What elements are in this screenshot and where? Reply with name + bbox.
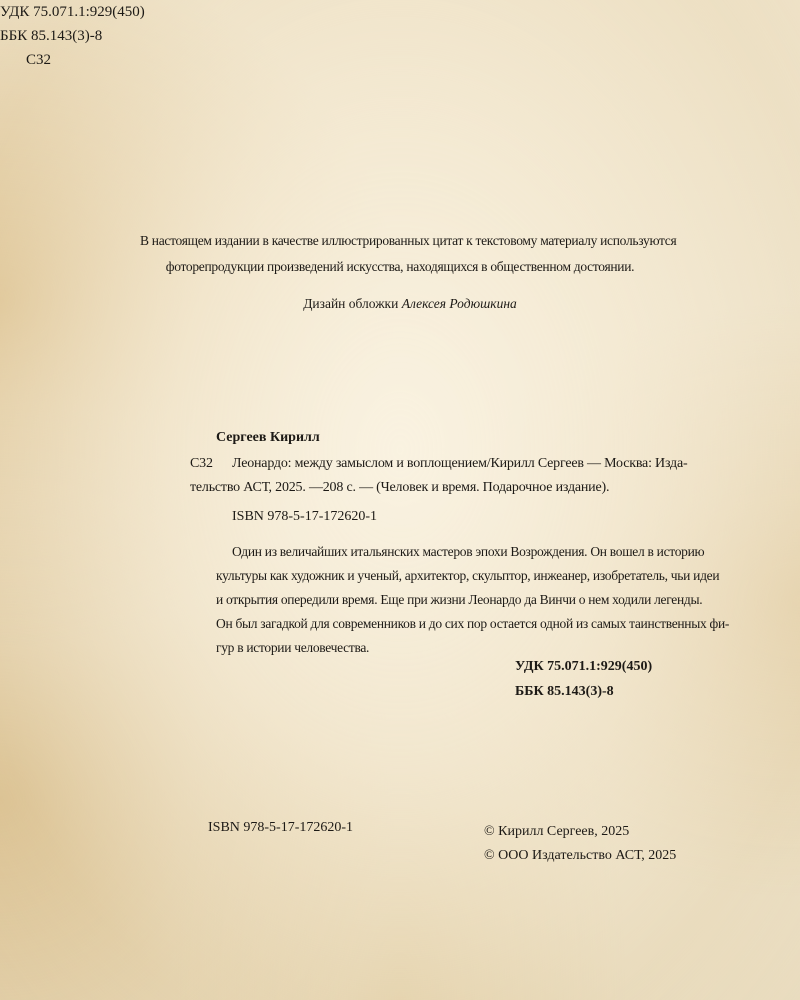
udk-code: УДК 75.071.1:929(450) <box>0 4 145 20</box>
annotation-line: гур в истории человечества. <box>216 640 370 655</box>
cover-design-credit <box>0 296 800 312</box>
annotation <box>216 540 730 660</box>
copyright-author: © Кирилл Сергеев, 2025 <box>484 824 630 839</box>
annotation-line: и открытия опередили время. Еще при жизни Леонардо да Винчи о нем ходили легенды. <box>216 592 703 607</box>
classification-codes-top <box>0 0 800 72</box>
notice-line-2: фоторепродукции произведений искусства, находящихся в общественном достоянии. <box>165 259 635 274</box>
annotation-line: Один из величайших итальянских мастеров эпохи Возрождения. Он вошел в историю <box>232 544 705 559</box>
annotation-line: Он был загадкой для современников и до сих пор остается одной из самых таинственных фи- <box>216 616 730 631</box>
bibliographic-record <box>190 452 688 500</box>
author-heading: Сергеев Кирилл <box>216 430 320 445</box>
design-credit-prefix: Дизайн обложки <box>303 296 402 311</box>
annotation-line: культуры как художник и ученый, архитектор, скульптор, инжеанер, изобретатель, чьи идеи <box>216 568 720 583</box>
designer-name: Алексея Родюшкина <box>401 296 517 311</box>
copyright-block <box>484 820 676 868</box>
author-mark: С32 <box>26 52 52 68</box>
bbk-code-bold: ББК 85.143(3)-8 <box>515 684 614 699</box>
classification-codes-bottom <box>515 654 652 704</box>
record-line-2: тельство АСТ, 2025. —208 с. — (Человек и время. Подарочное издание). <box>190 480 610 495</box>
footer-isbn: ISBN 978-5-17-172620-1 <box>208 820 354 835</box>
record-isbn: ISBN 978-5-17-172620-1 <box>232 509 378 524</box>
public-domain-notice <box>140 228 677 280</box>
notice-line-1: В настоящем издании в качестве иллюстрированных цитат к текстовому материалу используются <box>140 233 677 248</box>
record-line-1: Леонардо: между замыслом и воплощением/Кирилл Сергеев — Москва: Изда- <box>232 456 688 471</box>
record-author-mark: С32 <box>190 456 213 471</box>
udk-code-bold: УДК 75.071.1:929(450) <box>515 659 653 674</box>
bbk-code: ББК 85.143(3)-8 <box>0 28 103 44</box>
copyright-publisher: © ООО Издательство АСТ, 2025 <box>484 848 677 863</box>
